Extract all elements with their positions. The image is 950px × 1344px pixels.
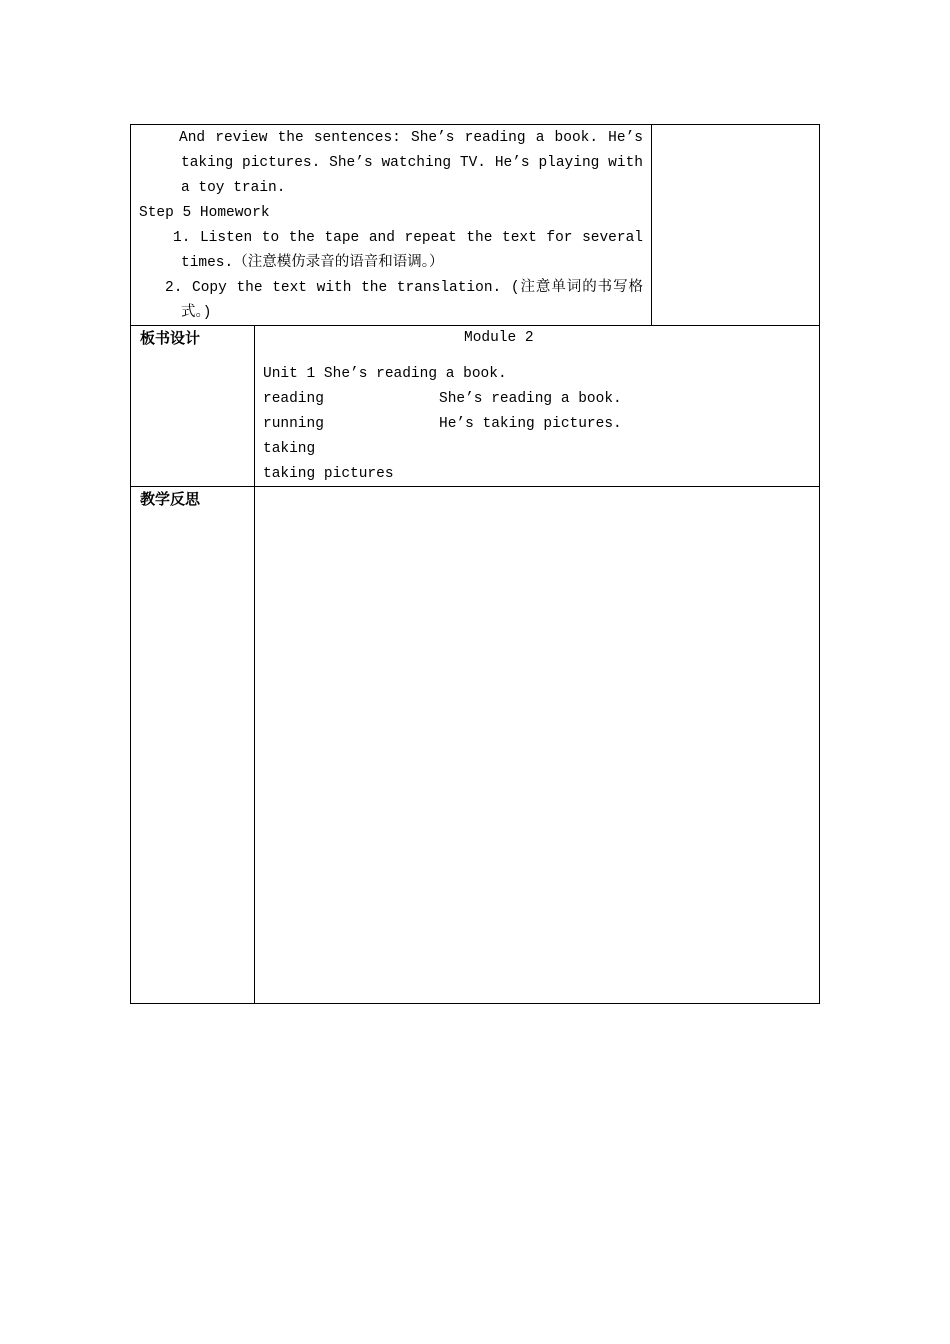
review-line-2: taking pictures. She’s watching TV. He’s playing with	[181, 155, 643, 171]
step5-heading: Step 5 Homework	[139, 205, 270, 221]
reflection-content-area	[255, 487, 819, 1003]
review-line-1: And review the sentences: She’s reading a book. He’s	[179, 130, 643, 146]
board-sentence: He’s taking pictures.	[439, 416, 622, 432]
board-word: running	[263, 416, 324, 432]
homework-item-1-line-2: times.（注意模仿录音的语音和语调。）	[181, 255, 444, 271]
board-unit-title: Unit 1 She’s reading a book.	[263, 366, 507, 382]
reflection-label: 教学反思	[140, 490, 201, 508]
board-module-title: Module 2	[464, 330, 534, 346]
homework-item-2-line-2: 式。)	[181, 305, 212, 321]
top-right-column-divider	[651, 125, 652, 325]
board-word: taking	[263, 441, 316, 457]
board-design-label: 板书设计	[140, 329, 201, 347]
board-word: reading	[263, 391, 324, 407]
review-line-3: a toy train.	[181, 180, 286, 196]
board-word: taking pictures	[263, 466, 394, 482]
homework-item-1-line-1: 1. Listen to the tape and repeat the text for several	[173, 230, 643, 246]
board-sentence: She’s reading a book.	[439, 391, 622, 407]
homework-item-2-line-1: 2. Copy the text with the translation. (注意单词的书写格	[165, 280, 643, 296]
